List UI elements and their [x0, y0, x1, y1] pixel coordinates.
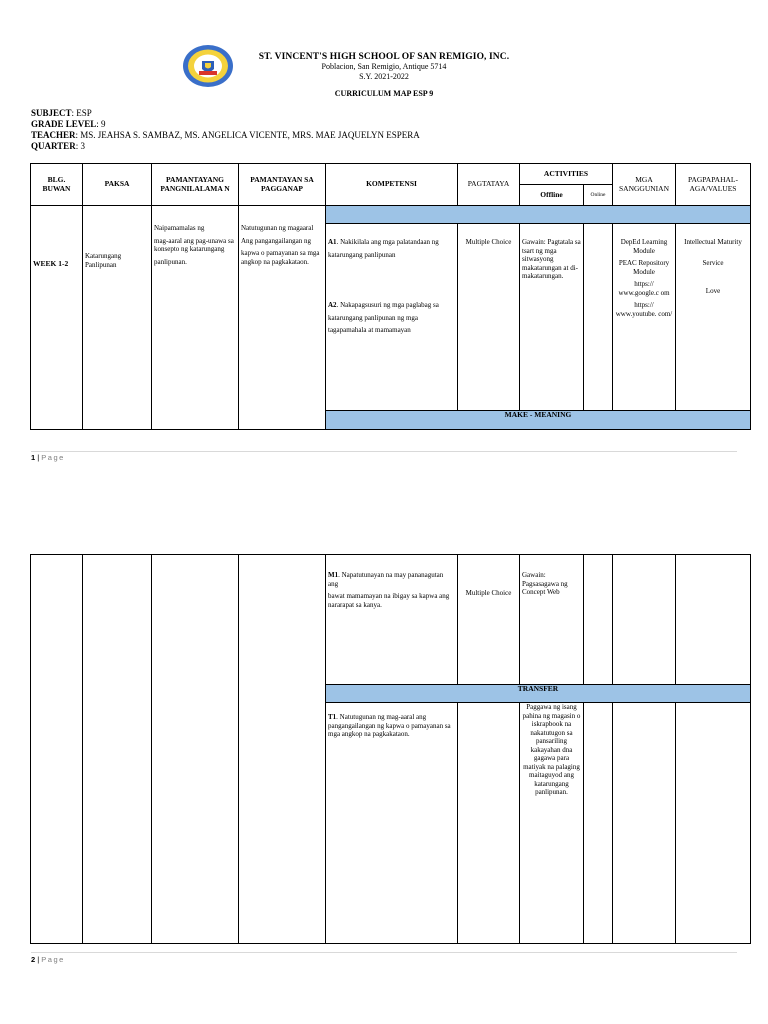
school-name: ST. VINCENT'S HIGH SCHOOL OF SAN REMIGIO, INC. — [258, 52, 510, 62]
a1-label: A1 — [328, 238, 337, 246]
paksa-cell: Katarungang Panlipunan — [83, 206, 152, 430]
a2-text3: tagapamahala at mamamayan — [328, 326, 411, 334]
pagtataya-cell: Multiple Choice — [458, 224, 520, 411]
footer-page1-word: Page — [41, 453, 65, 462]
footer-page1 — [31, 453, 65, 462]
document-title: CURRICULUM MAP ESP 9 — [334, 89, 434, 98]
p2-t-sanggunian-cell — [613, 703, 676, 944]
p2-t-online-cell — [584, 703, 613, 944]
header-pamantayang-pangnilalaman: PAMANTAYANG PANGNILALAMA N — [152, 164, 239, 206]
pamantayang-cell: Naipamamalas ng mag-aaral ang pag-unawa sa konsepto ng katarungang panlipunan. — [152, 206, 239, 430]
online-cell — [584, 224, 613, 411]
quarter-value: : 3 — [75, 141, 85, 151]
p2-week-cell — [31, 555, 83, 944]
band-top-blank — [326, 206, 751, 224]
footer-separator: | — [35, 453, 42, 462]
grade-line — [31, 119, 106, 130]
a1-text: . Nakikilala ang mga palatandaan ng — [336, 238, 439, 246]
header-offline: Offline — [520, 185, 584, 206]
offline-cell: Gawain: Pagtatala sa tsart ng mga sitwasyong makatarungan at di-makatarungan. — [520, 224, 584, 411]
m1-text: . Napatutunayan na may pananagutan ang — [328, 571, 444, 588]
a2-text: . Nakapagsusuri ng mga paglabag sa — [336, 301, 439, 309]
header-kompetensi: KOMPETENSI — [326, 164, 458, 206]
header-online: Online — [584, 185, 613, 206]
subject-label: SUBJECT — [31, 108, 72, 118]
week-cell: WEEK 1-2 — [31, 206, 83, 430]
footer-rule-page1 — [31, 451, 737, 452]
m1-label: M1 — [328, 571, 339, 579]
t1-label: T1 — [328, 713, 337, 721]
p2-paksa-cell — [83, 555, 152, 944]
p2-sanggunian-cell — [613, 555, 676, 685]
sanggunian-cell: DepEd Learning Module PEAC Repository Module https:// www.google.c om https:// www.youtube. com/ — [613, 224, 676, 411]
band-transfer: TRANSFER — [326, 685, 751, 703]
m1-text2: bawat mamamayan na ibigay sa kapwa ang nararapat sa kanya. — [328, 592, 450, 609]
a2-label: A2 — [328, 301, 337, 309]
footer-page2 — [31, 955, 65, 964]
p2-pagganap-cell — [239, 555, 326, 944]
p2-offline-cell: Gawain: Pagsasagawa ng Concept Web — [520, 555, 584, 685]
footer-page2-word: Page — [41, 955, 65, 964]
header-activities: ACTIVITIES — [520, 164, 613, 185]
values-cell: Intellectual Maturity Service Love — [676, 224, 751, 411]
quarter-line — [31, 141, 85, 152]
p2-pagtataya-cell: Multiple Choice — [458, 555, 520, 685]
grade-label: GRADE LEVEL — [31, 119, 97, 129]
header-paksa: PAKSA — [83, 164, 152, 206]
teacher-value: : MS. JEAHSA S. SAMBAZ, MS. ANGELICA VICENTE, MRS. MAE JAQUELYN ESPERA — [75, 130, 420, 140]
curriculum-table-page1 — [30, 163, 751, 430]
header-pagpapahalaga: PAGPAPAHAL-AGA/VALUES — [676, 164, 751, 206]
school-year: S.Y. 2021-2022 — [359, 72, 409, 81]
subject-value: : ESP — [71, 108, 92, 118]
p2-values-cell — [676, 555, 751, 685]
curriculum-table-page2 — [30, 554, 751, 944]
header-blg-buwan: BLG. BUWAN — [31, 164, 83, 206]
header-pagtataya: PAGTATAYA — [458, 164, 520, 206]
header-pamantayan-sa-pagganap: PAMANTAYAN SA PAGGANAP — [239, 164, 326, 206]
grade-value: : 9 — [96, 119, 106, 129]
footer-rule-page2 — [31, 952, 737, 953]
p2-pamantayang-cell — [152, 555, 239, 944]
kompetensi-m-cell — [326, 555, 458, 685]
t1-text: . Natutugunan ng mag-aaral ang pangangailangan ng kapwa o pamayanan sa mga angkop na pagkakataon. — [328, 713, 451, 738]
p2-t-offline-cell: Paggawa ng isang pahina ng magasin o iskrapbook na nakatutugon sa pansariling kakayahan dna gagawa para matiyak na palaging maitaguyod ang katarungang panlipunan. — [520, 703, 584, 944]
teacher-label: TEACHER — [31, 130, 76, 140]
school-address: Poblacion, San Remigio, Antique 5714 — [321, 62, 447, 71]
teacher-line — [31, 130, 420, 141]
footer-page1-number: 1 — [31, 453, 36, 462]
p2-t-values-cell — [676, 703, 751, 944]
p2-t-pagtataya-cell — [458, 703, 520, 944]
pagganap-cell: Natutugunan ng magaaral Ang pangangailangan ng kapwa o pamayanan sa mga angkop na pagkakataon. — [239, 206, 326, 430]
footer-separator-2: | — [35, 955, 42, 964]
kompetensi-t-cell — [326, 703, 458, 944]
a2-text2: katarungang panlipunan ng mga — [328, 313, 419, 322]
quarter-label: QUARTER — [31, 141, 76, 151]
p2-online-cell — [584, 555, 613, 685]
header-mga-sanggunian: MGA SANGGUNIAN — [613, 164, 676, 206]
a1-text2: katarungang panlipunan — [328, 250, 396, 259]
footer-page2-number: 2 — [31, 955, 36, 964]
kompetensi-a-cell — [326, 224, 458, 411]
subject-line — [31, 108, 92, 119]
band-make-meaning: MAKE - MEANING — [326, 411, 751, 430]
